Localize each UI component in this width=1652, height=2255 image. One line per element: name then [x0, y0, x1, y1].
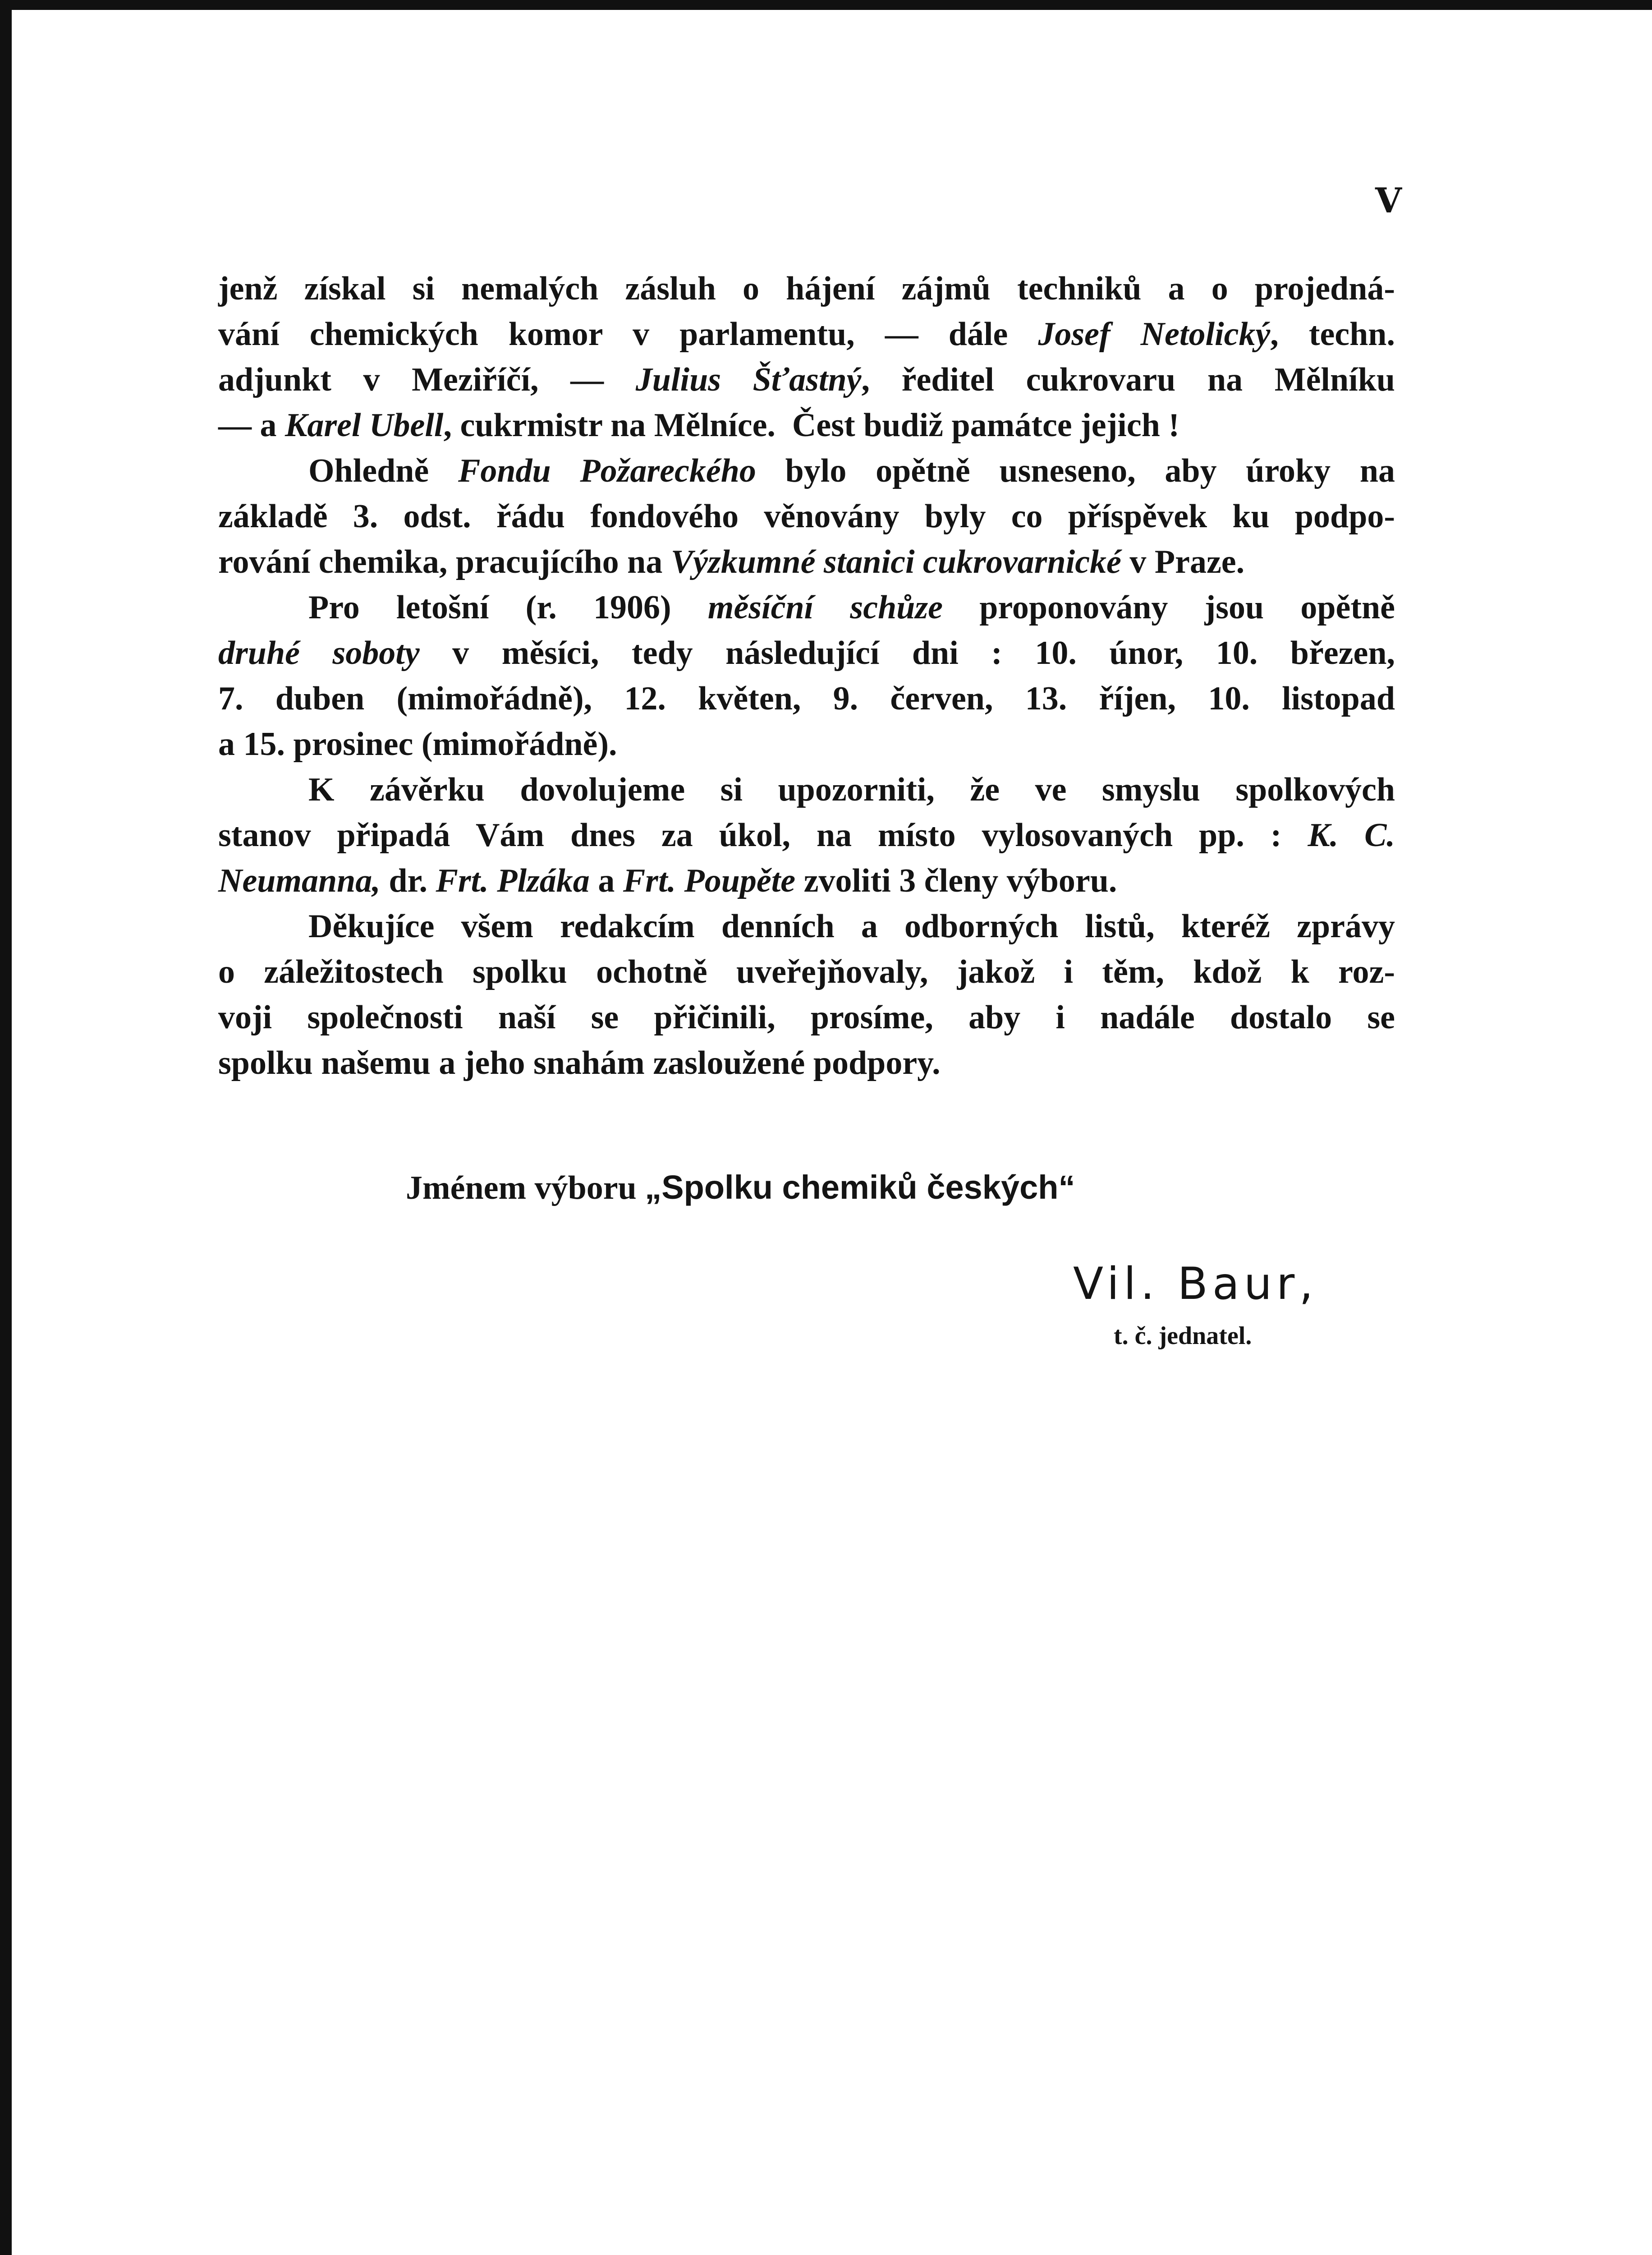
- text-run: Ohledně: [308, 452, 459, 489]
- text-line: [218, 403, 1395, 448]
- italic-phrase: Výzkumné stanici cukrovarnické: [670, 543, 1121, 580]
- text-run: zvoliti 3 členy výboru.: [795, 862, 1117, 899]
- text-run: a 15. prosinec (mimořádně).: [218, 726, 617, 763]
- italic-phrase: K. C.: [1308, 817, 1395, 854]
- italic-phrase: Josef Netolický: [1038, 316, 1271, 353]
- text-run: o záležitostech spolku ochotně uveřejňovaly, jakož i těm, kdož k roz-: [218, 953, 1395, 990]
- text-run: Pro letošní (r. 1906): [308, 589, 708, 626]
- text-line: [218, 904, 1395, 949]
- signature-line: [406, 1168, 1075, 1207]
- text-run: spolku našemu a jeho snahám zasloužené podpory.: [218, 1045, 941, 1081]
- text-run: v Praze.: [1121, 543, 1245, 580]
- text-run: jenž získal si nemalých zásluh o hájení zájmů techniků a o projedná-: [218, 270, 1395, 307]
- italic-phrase: Karel Ubell: [285, 407, 444, 444]
- text-run: proponovány jsou opětně: [943, 589, 1395, 626]
- text-run: v měsíci, tedy následující dni : 10. únor, 10. březen,: [419, 635, 1395, 672]
- italic-phrase: Frt. Poupěte: [623, 862, 796, 899]
- paragraph: [218, 904, 1395, 1086]
- text-run: Děkujíce všem redakcím denních a odborných listů, kteréž zprávy: [308, 908, 1395, 945]
- italic-phrase: Julius Šťastný: [635, 361, 862, 398]
- scan-edge-left: [0, 0, 12, 2255]
- text-line: [218, 1040, 1395, 1086]
- signer-name: Vil. Baur,: [1073, 1258, 1318, 1310]
- text-line: [218, 494, 1395, 539]
- signature-prefix: Jménem výboru: [406, 1169, 645, 1206]
- italic-phrase: druhé soboty: [218, 635, 420, 672]
- text-run: rování chemika, pracujícího na: [218, 543, 671, 580]
- text-line: [218, 722, 1395, 767]
- italic-phrase: Frt. Plzáka: [436, 862, 590, 899]
- text-line: [218, 585, 1395, 630]
- paragraph: [218, 448, 1395, 585]
- text-line: [218, 266, 1395, 312]
- paragraph: [218, 585, 1395, 767]
- text-run: , ředitel cukrovaru na Mělníku: [861, 361, 1395, 398]
- body-text: [218, 266, 1395, 1086]
- page-number: V: [1375, 180, 1402, 221]
- society-name: „Spolku chemiků českých“: [645, 1169, 1075, 1206]
- italic-phrase: měsíční schůze: [707, 589, 943, 626]
- text-run: bylo opětně usneseno, aby úroky na: [756, 452, 1395, 489]
- text-run: voji společnosti naší se přičinili, prosíme, aby i nadále dostalo se: [218, 999, 1395, 1036]
- text-line: [218, 448, 1395, 494]
- text-line: [218, 312, 1395, 357]
- text-run: K závěrku dovolujeme si upozorniti, že ve smyslu spolkových: [308, 771, 1395, 808]
- scan-edge-top: [0, 0, 1652, 10]
- text-run: stanov připadá Vám dnes za úkol, na místo vylosovaných pp. :: [218, 817, 1308, 854]
- text-line: [218, 858, 1395, 904]
- text-line: [218, 767, 1395, 813]
- italic-phrase: Fondu Požareckého: [458, 452, 756, 489]
- text-run: , cukrmistr na Mělníce. Čest budiž památce jejich !: [443, 407, 1179, 444]
- italic-phrase: Neumanna,: [218, 862, 381, 899]
- text-line: [218, 539, 1395, 585]
- text-line: [218, 357, 1395, 403]
- text-run: adjunkt v Meziříčí, —: [218, 361, 636, 398]
- text-line: [218, 813, 1395, 858]
- paragraph: [218, 266, 1395, 448]
- text-line: [218, 676, 1395, 722]
- text-line: [218, 630, 1395, 676]
- signer-title: t. č. jednatel.: [1114, 1322, 1252, 1350]
- text-run: dr.: [380, 862, 436, 899]
- text-run: — a: [218, 407, 285, 444]
- text-run: základě 3. odst. řádu fondového věnovány byly co příspěvek ku podpo-: [218, 498, 1395, 535]
- text-run: , techn.: [1270, 316, 1395, 353]
- text-run: 7. duben (mimořádně), 12. květen, 9. červen, 13. říjen, 10. listopad: [218, 680, 1395, 717]
- text-line: [218, 949, 1395, 995]
- paragraph: [218, 767, 1395, 904]
- text-run: vání chemických komor v parlamentu, — dále: [218, 316, 1038, 353]
- text-run: a: [589, 862, 623, 899]
- text-line: [218, 995, 1395, 1040]
